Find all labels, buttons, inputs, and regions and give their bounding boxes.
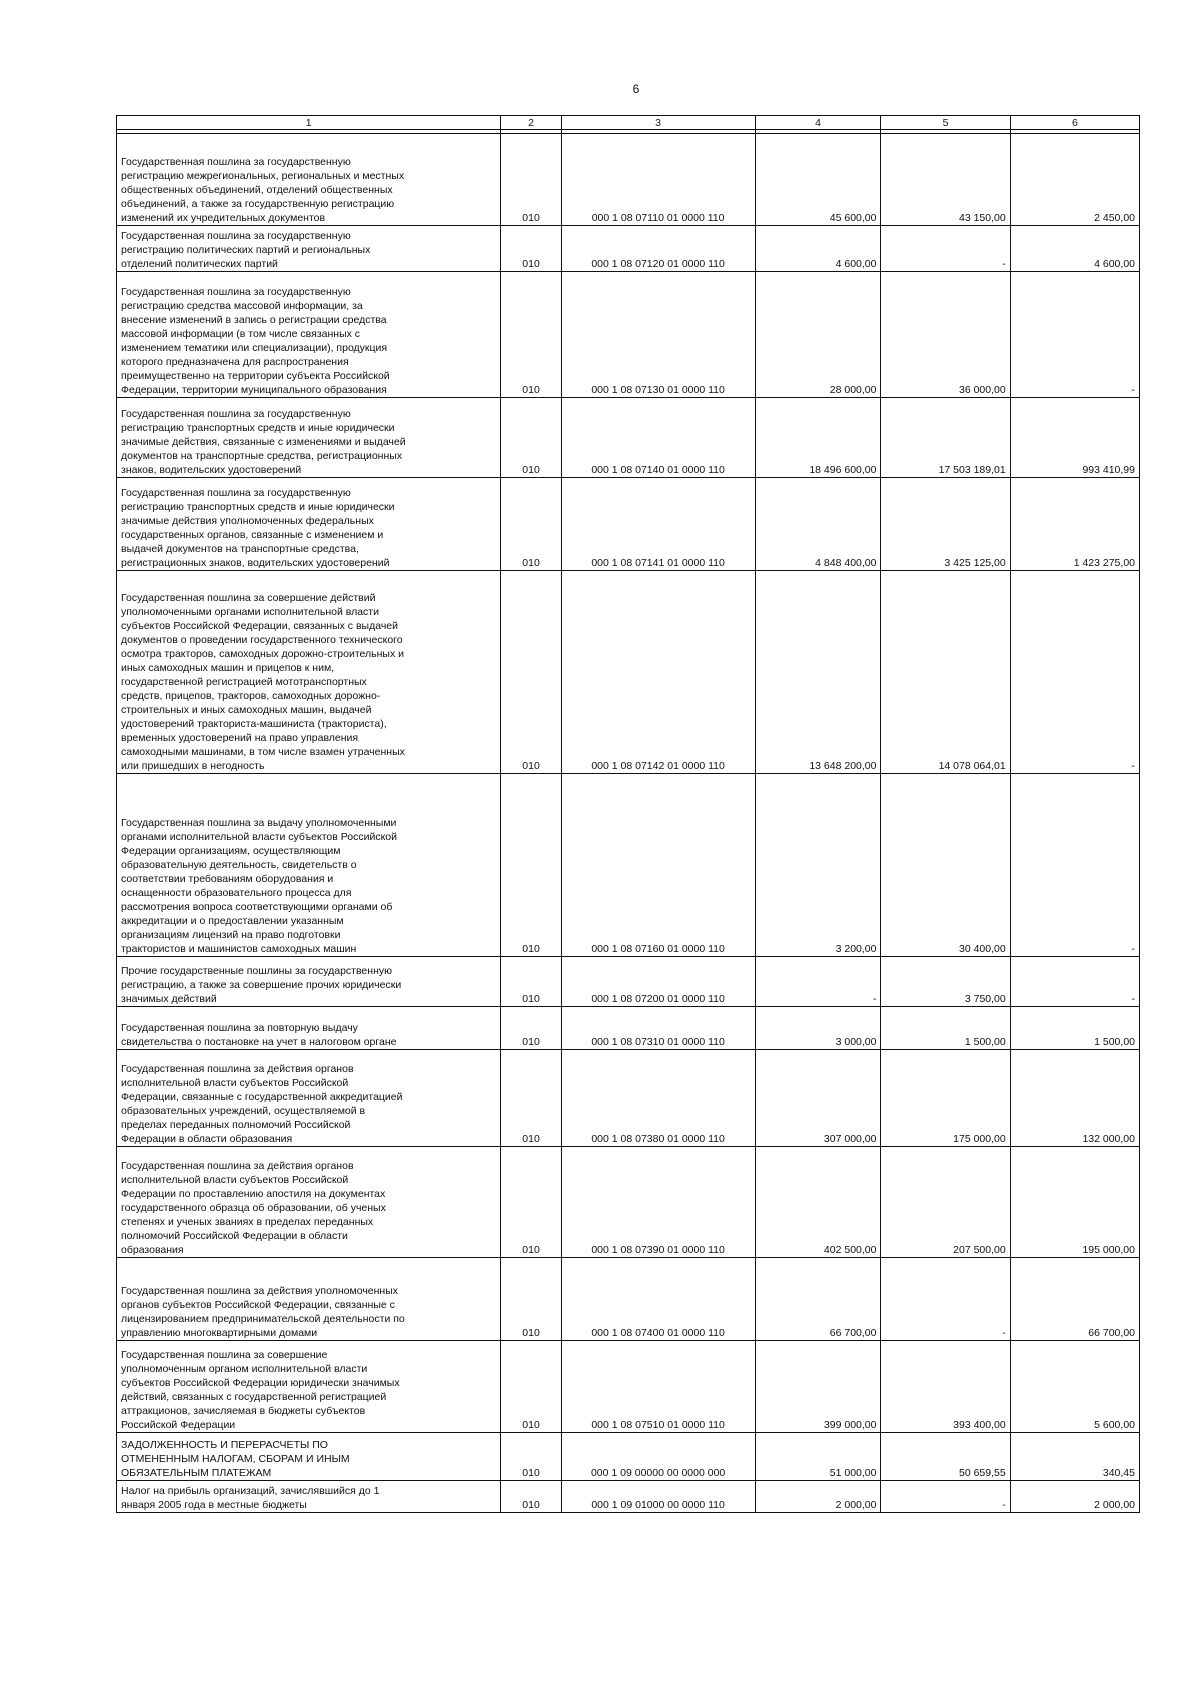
- row-kbk: 000 1 08 07310 01 0000 110: [561, 1007, 755, 1050]
- row-value-4: 66 700,00: [755, 1258, 881, 1341]
- table-row: [117, 226, 1140, 272]
- row-value-6: -: [1010, 957, 1139, 1007]
- table-row: [117, 774, 1140, 957]
- row-value-5: 14 078 064,01: [881, 571, 1010, 774]
- row-value-5: 175 000,00: [881, 1050, 1010, 1147]
- row-value-5: -: [881, 1481, 1010, 1513]
- col-header-4: 4: [755, 116, 881, 130]
- row-code: 010: [501, 957, 561, 1007]
- table-row: [117, 134, 1140, 226]
- row-code: 010: [501, 1341, 561, 1433]
- row-description: Государственная пошлина за повторную выдачу свидетельства о постановке на учет в налоговом органе: [117, 1007, 501, 1050]
- row-value-4: 18 496 600,00: [755, 398, 881, 478]
- table-row: [117, 272, 1140, 398]
- row-value-6: 340,45: [1010, 1433, 1139, 1481]
- row-code: 010: [501, 134, 561, 226]
- row-value-5: 393 400,00: [881, 1341, 1010, 1433]
- row-description: Государственная пошлина за выдачу уполномоченными органами исполнительной власти субъектов Российской Федерации организациям, осуществляющим образовательную деятельность, свидетельств о соответствии требованиям оборудования и оснащенности образовательного процесса для рассмотрения вопроса соответствующими органами об аккредитации и о предоставлении указанным организациям лицензий на право подготовки трактористов и машинистов самоходных машин: [117, 774, 501, 957]
- row-description: Государственная пошлина за действия органов исполнительной власти субъектов Российской Федерации, связанные с государственной аккредитацией образовательных учреждений, осуществляемой в пределах переданных полномочий Российской Федерации в области образования: [117, 1050, 501, 1147]
- row-kbk: 000 1 08 07141 01 0000 110: [561, 478, 755, 571]
- row-code: 010: [501, 398, 561, 478]
- row-value-4: 45 600,00: [755, 134, 881, 226]
- row-description: Государственная пошлина за совершение действий уполномоченными органами исполнительной власти субъектов Российской Федерации, связанных с выдачей документов о проведении государственного технического осмотра тракторов, самоходных дорожно-строительных и иных самоходных машин и прицепов к ним, государственной регистрацией мототранспортных средств, прицепов, тракторов, самоходных дорожно- строительных и иных самоходных машин, выдачей удостоверений тракториста-машиниста (тракториста), временных удостоверений на право управления самоходными машинами, в том числе взамен утраченных или пришедших в негодность: [117, 571, 501, 774]
- row-value-4: 3 000,00: [755, 1007, 881, 1050]
- row-value-6: 195 000,00: [1010, 1147, 1139, 1258]
- table-row: [117, 1341, 1140, 1433]
- row-code: 010: [501, 571, 561, 774]
- row-code: 010: [501, 1007, 561, 1050]
- table-row: [117, 478, 1140, 571]
- table-row: [117, 1258, 1140, 1341]
- row-kbk: 000 1 09 01000 00 0000 110: [561, 1481, 755, 1513]
- row-value-6: -: [1010, 774, 1139, 957]
- row-value-6: 4 600,00: [1010, 226, 1139, 272]
- row-value-5: -: [881, 1258, 1010, 1341]
- row-value-6: 2 000,00: [1010, 1481, 1139, 1513]
- row-value-5: 17 503 189,01: [881, 398, 1010, 478]
- table-row: [117, 1481, 1140, 1513]
- table-row: [117, 957, 1140, 1007]
- row-value-6: -: [1010, 571, 1139, 774]
- row-kbk: 000 1 09 00000 00 0000 000: [561, 1433, 755, 1481]
- col-header-5: 5: [881, 116, 1010, 130]
- row-value-6: 5 600,00: [1010, 1341, 1139, 1433]
- column-number-row: [117, 116, 1140, 130]
- row-value-5: 36 000,00: [881, 272, 1010, 398]
- row-value-4: 399 000,00: [755, 1341, 881, 1433]
- row-description: ЗАДОЛЖЕННОСТЬ И ПЕРЕРАСЧЕТЫ ПО ОТМЕНЕННЫМ НАЛОГАМ, СБОРАМ И ИНЫМ ОБЯЗАТЕЛЬНЫМ ПЛАТЕЖАМ: [117, 1433, 501, 1481]
- row-value-6: -: [1010, 272, 1139, 398]
- row-value-4: 307 000,00: [755, 1050, 881, 1147]
- row-description: Налог на прибыль организаций, зачислявшийся до 1 января 2005 года в местные бюджеты: [117, 1481, 501, 1513]
- row-code: 010: [501, 478, 561, 571]
- row-code: 010: [501, 1258, 561, 1341]
- page-number: 6: [632, 82, 640, 96]
- row-kbk: 000 1 08 07160 01 0000 110: [561, 774, 755, 957]
- row-description: Государственная пошлина за действия уполномоченных органов субъектов Российской Федерации, связанные с лицензированием предпринимательской деятельности по управлению многоквартирными домами: [117, 1258, 501, 1341]
- row-value-6: 66 700,00: [1010, 1258, 1139, 1341]
- row-value-6: 993 410,99: [1010, 398, 1139, 478]
- row-description: Государственная пошлина за государственную регистрацию средства массовой информации, за внесение изменений в запись о регистрации средства массовой информации (в том числе связанных с изменением тематики или специализации), продукция которого предназначена для распространения преимущественно на территории субъекта Российской Федерации, территории муниципального образования: [117, 272, 501, 398]
- table-row: [117, 398, 1140, 478]
- row-kbk: 000 1 08 07200 01 0000 110: [561, 957, 755, 1007]
- row-value-4: 4 600,00: [755, 226, 881, 272]
- row-description: Государственная пошлина за совершение уполномоченным органом исполнительной власти субъектов Российской Федерации юридически значимых действий, связанных с государственной регистрацией аттракционов, зачисляемая в бюджеты субъектов Российской Федерации: [117, 1341, 501, 1433]
- row-kbk: 000 1 08 07390 01 0000 110: [561, 1147, 755, 1258]
- row-value-5: 50 659,55: [881, 1433, 1010, 1481]
- row-kbk: 000 1 08 07510 01 0000 110: [561, 1341, 755, 1433]
- table-row: [117, 1050, 1140, 1147]
- table-row: [117, 1147, 1140, 1258]
- row-code: 010: [501, 1147, 561, 1258]
- row-code: 010: [501, 1481, 561, 1513]
- row-description: Государственная пошлина за государственную регистрацию политических партий и региональных отделений политических партий: [117, 226, 501, 272]
- row-value-4: 3 200,00: [755, 774, 881, 957]
- row-value-5: 30 400,00: [881, 774, 1010, 957]
- col-header-2: 2: [501, 116, 561, 130]
- table-row: [117, 1433, 1140, 1481]
- row-value-6: 132 000,00: [1010, 1050, 1139, 1147]
- row-value-5: 207 500,00: [881, 1147, 1010, 1258]
- row-value-6: 2 450,00: [1010, 134, 1139, 226]
- table-row: [117, 1007, 1140, 1050]
- row-value-5: 3 750,00: [881, 957, 1010, 1007]
- row-kbk: 000 1 08 07130 01 0000 110: [561, 272, 755, 398]
- row-value-6: 1 423 275,00: [1010, 478, 1139, 571]
- row-description: Государственная пошлина за государственную регистрацию транспортных средств и иные юридически значимые действия, связанные с изменениями и выдачей документов на транспортные средства, регистрационных знаков, водительских удостоверений: [117, 398, 501, 478]
- row-description: Государственная пошлина за государственную регистрацию транспортных средств и иные юридически значимые действия уполномоченных федеральных государственных органов, связанные с изменением и выдачей документов на транспортные средства, регистрационных знаков, водительских удостоверений: [117, 478, 501, 571]
- col-header-6: 6: [1010, 116, 1139, 130]
- col-header-1: 1: [117, 116, 501, 130]
- row-code: 010: [501, 774, 561, 957]
- row-value-4: 402 500,00: [755, 1147, 881, 1258]
- row-code: 010: [501, 226, 561, 272]
- row-code: 010: [501, 1433, 561, 1481]
- row-value-4: -: [755, 957, 881, 1007]
- row-value-4: 13 648 200,00: [755, 571, 881, 774]
- revenue-table: [116, 115, 1140, 1513]
- row-value-5: -: [881, 226, 1010, 272]
- row-description: Государственная пошлина за действия органов исполнительной власти субъектов Российской Федерации по проставлению апостиля на документах государственного образца об образовании, об ученых степенях и ученых званиях в пределах переданных полномочий Российской Федерации в области образования: [117, 1147, 501, 1258]
- row-kbk: 000 1 08 07380 01 0000 110: [561, 1050, 755, 1147]
- row-value-6: 1 500,00: [1010, 1007, 1139, 1050]
- row-kbk: 000 1 08 07140 01 0000 110: [561, 398, 755, 478]
- row-code: 010: [501, 272, 561, 398]
- row-value-5: 3 425 125,00: [881, 478, 1010, 571]
- row-code: 010: [501, 1050, 561, 1147]
- row-description: Государственная пошлина за государственную регистрацию межрегиональных, региональных и местных общественных объединений, отделений общественных объединений, а также за государственную регистрацию изменений их учредительных документов: [117, 134, 501, 226]
- row-value-5: 43 150,00: [881, 134, 1010, 226]
- row-value-4: 28 000,00: [755, 272, 881, 398]
- table-row: [117, 571, 1140, 774]
- col-header-3: 3: [561, 116, 755, 130]
- row-value-5: 1 500,00: [881, 1007, 1010, 1050]
- row-description: Прочие государственные пошлины за государственную регистрацию, а также за совершение прочих юридически значимых действий: [117, 957, 501, 1007]
- row-kbk: 000 1 08 07400 01 0000 110: [561, 1258, 755, 1341]
- row-value-4: 2 000,00: [755, 1481, 881, 1513]
- row-kbk: 000 1 08 07110 01 0000 110: [561, 134, 755, 226]
- row-kbk: 000 1 08 07142 01 0000 110: [561, 571, 755, 774]
- row-kbk: 000 1 08 07120 01 0000 110: [561, 226, 755, 272]
- row-value-4: 51 000,00: [755, 1433, 881, 1481]
- row-value-4: 4 848 400,00: [755, 478, 881, 571]
